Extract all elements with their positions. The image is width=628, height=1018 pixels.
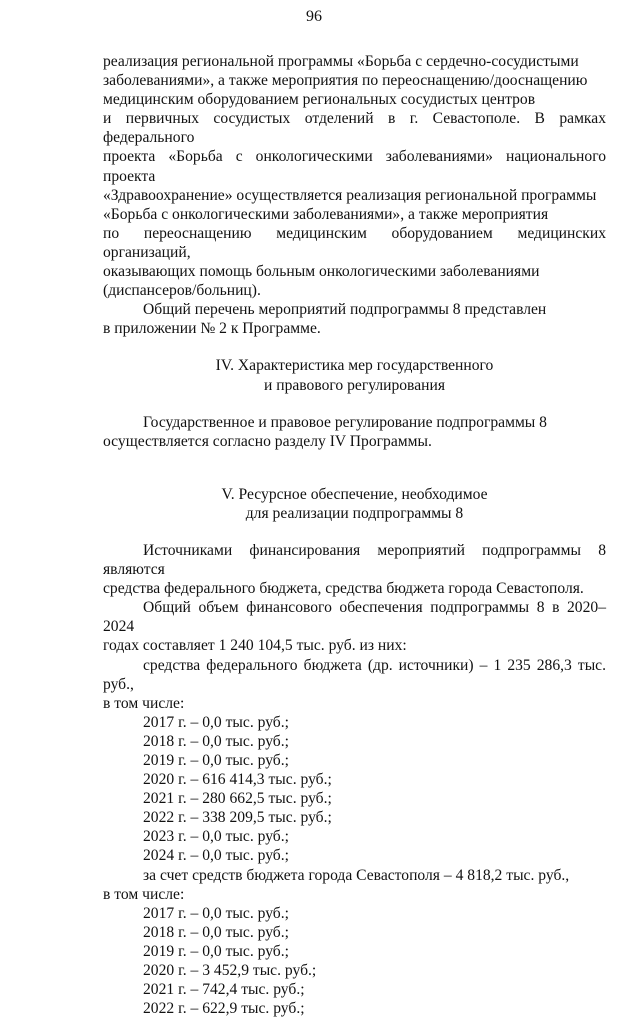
text-line: средства федерального бюджета (др. источники) – 1 235 286,3 тыс. руб., <box>103 656 606 693</box>
text-line: оказывающих помощь больным онкологическими заболеваниями <box>103 263 540 281</box>
section-heading: для реализации подпрограммы 8 <box>245 504 464 522</box>
section-4 <box>103 356 606 450</box>
text-line: «Здравоохранение» осуществляется реализация региональной программы <box>103 186 597 204</box>
text-line: Общий объем финансового обеспечения подпрограммы 8 в 2020–2024 <box>103 599 606 636</box>
year-line: 2024 г. – 0,0 тыс. руб.; <box>143 847 289 865</box>
section-heading: и правового регулирования <box>263 376 445 394</box>
year-line: 2023 г. – 0,0 тыс. руб.; <box>143 828 289 846</box>
text-line: «Борьба с онкологическими заболеваниями», а также мероприятия <box>103 205 549 223</box>
year-line: 2022 г. – 338 209,5 тыс. руб.; <box>143 809 332 827</box>
city-funding-by-year <box>103 904 606 1018</box>
intro-paragraph <box>103 52 606 300</box>
text-line: заболеваниями», а также мероприятия по переоснащению/дооснащению <box>103 72 588 90</box>
year-line: 2021 г. – 742,4 тыс. руб.; <box>143 981 305 999</box>
year-line: 2018 г. – 0,0 тыс. руб.; <box>143 732 289 750</box>
text-line: за счет средств бюджета города Севастополя – 4 818,2 тыс. руб., <box>143 866 570 884</box>
text-line: Общий перечень мероприятий подпрограммы 8 представлен <box>143 301 547 319</box>
text-line: медицинским оборудованием региональных сосудистых центров <box>103 91 536 109</box>
year-line: 2017 г. – 0,0 тыс. руб.; <box>143 713 289 731</box>
section-heading: IV. Характеристика мер государственного <box>215 357 494 375</box>
year-line: 2020 г. – 616 414,3 тыс. руб.; <box>143 771 332 789</box>
text-line: (диспансеров/больниц). <box>103 282 261 300</box>
year-line: 2019 г. – 0,0 тыс. руб.; <box>143 942 289 960</box>
text-line: осуществляется согласно разделу IV Программы. <box>103 432 432 450</box>
text-line: в том числе: <box>103 885 185 903</box>
year-line: 2017 г. – 0,0 тыс. руб.; <box>143 904 289 922</box>
document-body <box>103 52 606 1018</box>
year-line: 2021 г. – 280 662,5 тыс. руб.; <box>143 790 332 808</box>
text-line: по переоснащению медицинским оборудованием медицинских организаций, <box>103 224 606 261</box>
page-number: 96 <box>306 8 322 25</box>
text-line: Источниками финансирования мероприятий подпрограммы 8 являются <box>103 541 606 579</box>
text-line: в том числе: <box>103 694 185 712</box>
year-line: 2018 г. – 0,0 тыс. руб.; <box>143 923 289 941</box>
federal-funding-by-year <box>103 713 606 866</box>
text-line: годах составляет 1 240 104,5 тыс. руб. из них: <box>103 637 407 655</box>
text-line: проекта «Борьба с онкологическими заболеваниями» национального проекта <box>103 148 606 185</box>
text-line: Государственное и правовое регулирование подпрограммы 8 <box>143 413 547 431</box>
text-line: средства федерального бюджета, средства бюджета города Севастополя. <box>103 580 584 598</box>
section-5 <box>103 485 606 1018</box>
text-line: и первичных сосудистых отделений в г. Севастополе. В рамках федерального <box>103 110 606 147</box>
text-line: в приложении № 2 к Программе. <box>103 320 321 338</box>
text-line: реализация региональной программы «Борьба с сердечно-сосудистыми <box>103 53 579 70</box>
program-list-paragraph <box>103 300 606 338</box>
section-heading: V. Ресурсное обеспечение, необходимое <box>221 485 488 503</box>
year-line: 2020 г. – 3 452,9 тыс. руб.; <box>143 962 317 980</box>
year-line: 2019 г. – 0,0 тыс. руб.; <box>143 752 289 769</box>
year-line: 2022 г. – 622,9 тыс. руб.; <box>143 1000 305 1018</box>
